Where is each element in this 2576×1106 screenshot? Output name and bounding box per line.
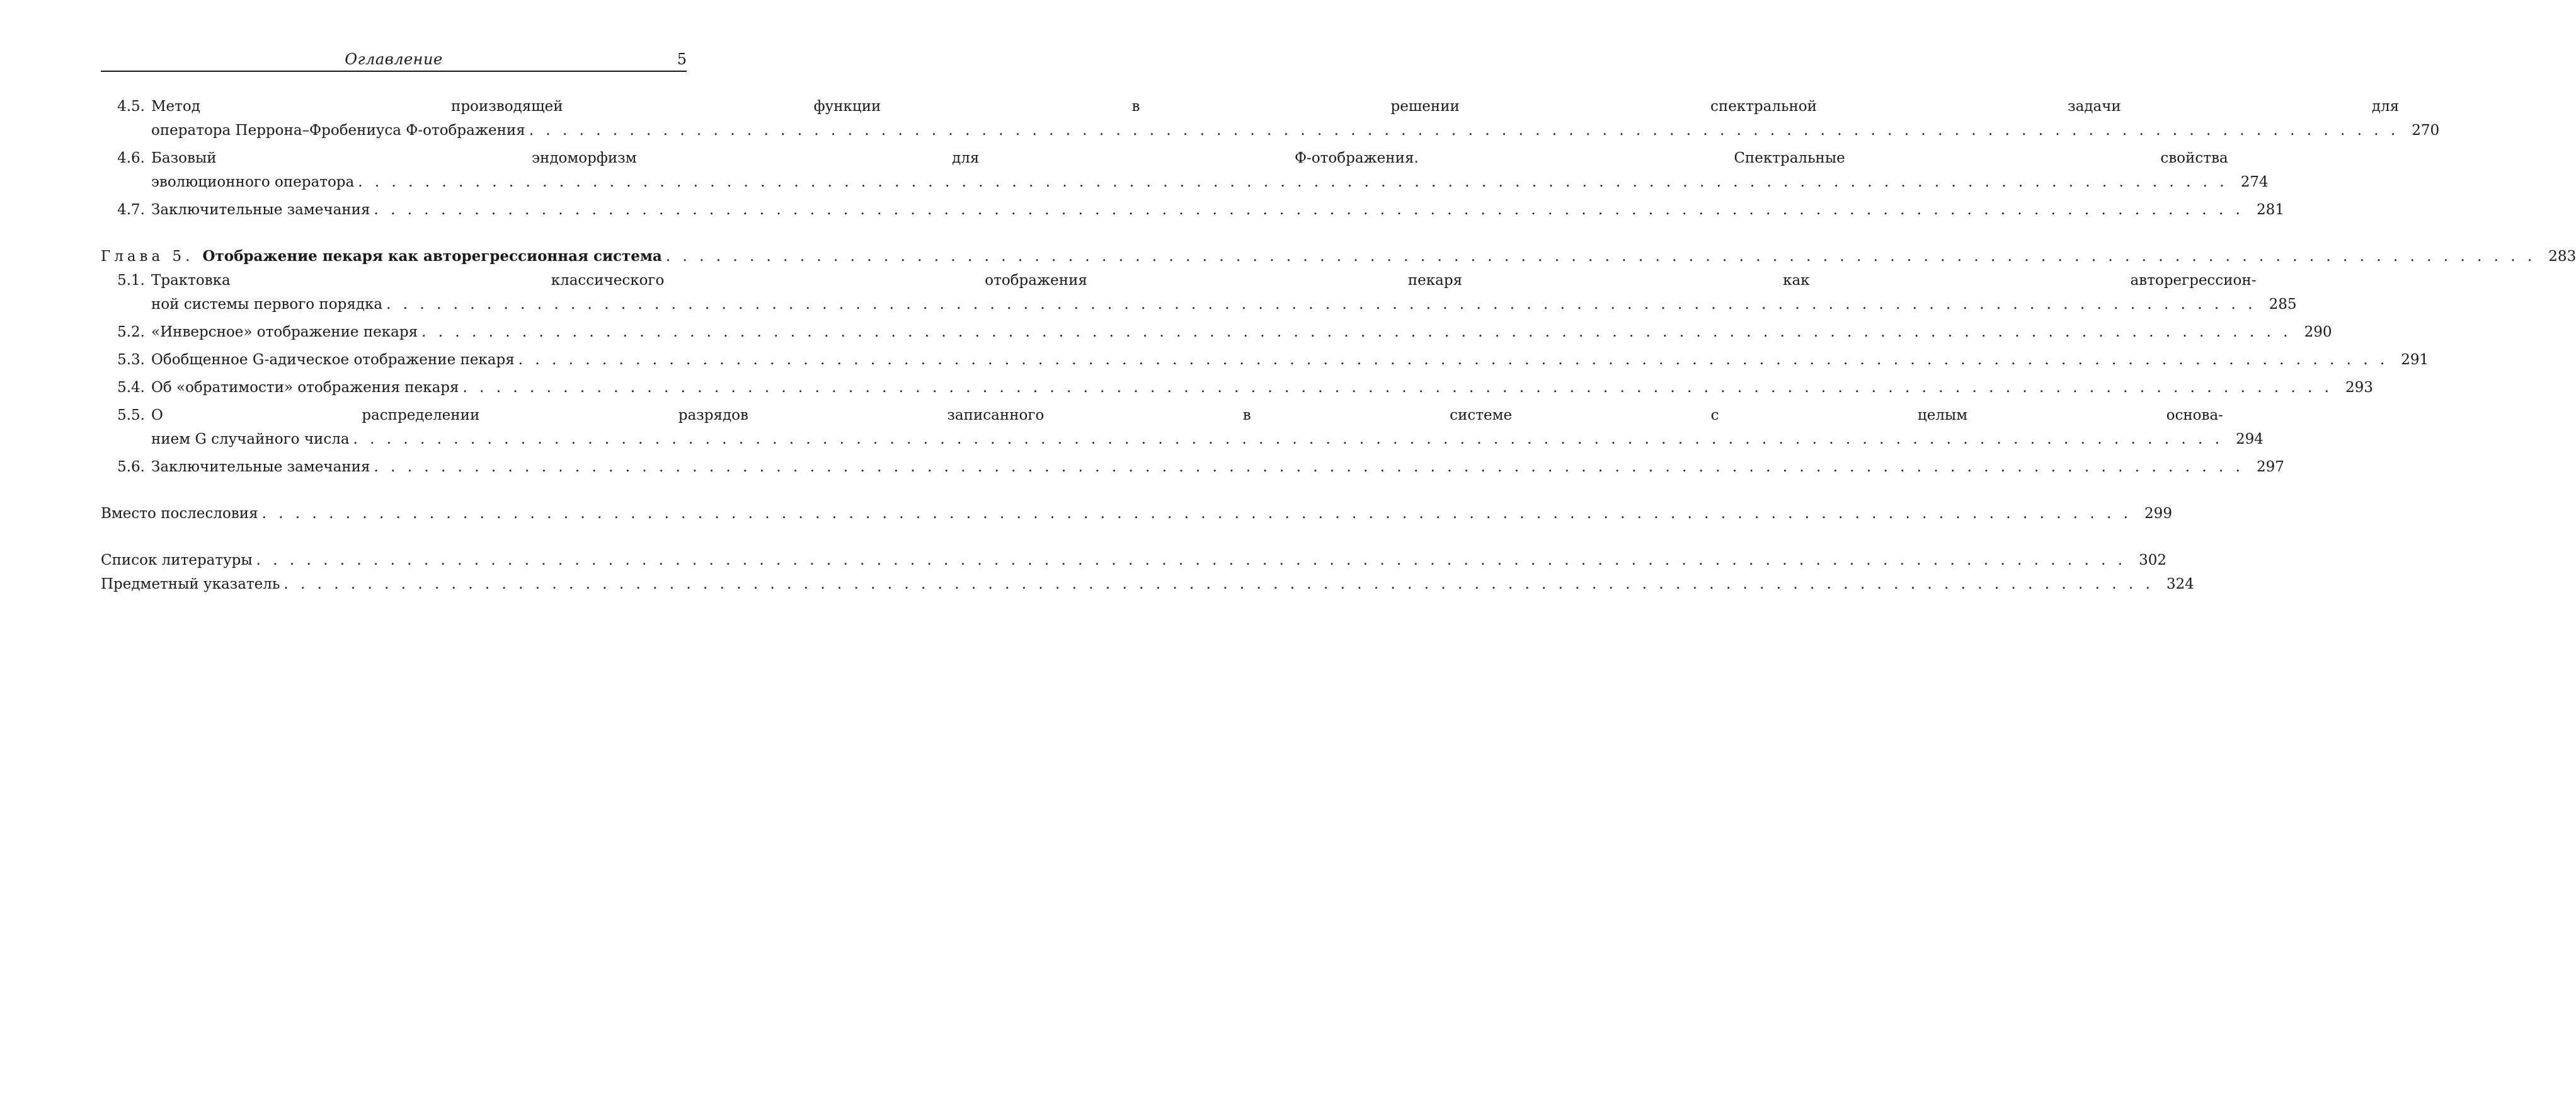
page-number: 324 <box>2166 576 2194 592</box>
toc-entry-4-5[interactable] <box>101 95 2440 142</box>
section-title: Обобщенное G-адическое отображение пекаря <box>151 352 515 368</box>
toc-entry-chapter-5[interactable] <box>101 245 2576 268</box>
section-number: 4.7. <box>117 202 145 218</box>
section-number: 5.3. <box>117 352 145 368</box>
toc-entry-5-3[interactable] <box>101 348 2429 372</box>
section-number: 4.6. <box>117 150 145 166</box>
dot-leader <box>354 170 2228 194</box>
header-title: Оглавление <box>345 50 443 68</box>
section-number: 5.6. <box>117 459 145 475</box>
toc-entry-5-4[interactable] <box>101 376 2373 400</box>
page-number: 270 <box>2412 122 2440 139</box>
toc-entry-5-5[interactable] <box>101 403 2264 451</box>
section-number: 5.5. <box>117 407 145 423</box>
toc-entry-4-7[interactable] <box>101 198 2284 222</box>
chapter-label: Глава 5. <box>101 248 194 265</box>
page-number: 293 <box>2345 379 2373 396</box>
chapter-title: Отображение пекаря как авторегрессионная система <box>202 248 662 265</box>
section-title-line1: Метод производящей функции в решении спектральной задачи для <box>151 98 2400 115</box>
page-number: 281 <box>2256 202 2284 218</box>
section-title-line2: эволюционного оператора <box>151 174 355 190</box>
section-title-line1: Трактовка классического отображения пекаря как авторегрессион- <box>151 272 2257 289</box>
dot-leader <box>418 320 2291 344</box>
toc-entry-5-6[interactable] <box>101 455 2284 479</box>
page-number: 299 <box>2144 505 2172 522</box>
dot-leader <box>382 292 2256 316</box>
dot-leader <box>515 348 2388 372</box>
dot-leader <box>280 572 2153 596</box>
entry-title: Вместо послесловия <box>101 505 258 522</box>
entry-title: Список литературы <box>101 552 253 568</box>
page-number: 302 <box>2139 552 2167 568</box>
toc-entry-subject-index[interactable] <box>101 572 2194 596</box>
section-title-line1: О распределении разрядов записанного в системе с целым основа- <box>151 407 2223 423</box>
toc-entry-references[interactable] <box>101 548 2167 572</box>
entry-title: Предметный указатель <box>101 576 280 592</box>
section-number: 4.5. <box>117 98 145 115</box>
section-number: 5.4. <box>117 379 145 396</box>
running-header <box>101 49 687 72</box>
section-title-line2: ной системы первого порядка <box>151 296 383 313</box>
toc-entry-5-1[interactable] <box>101 268 2297 316</box>
table-of-contents <box>101 95 2576 596</box>
section-title: «Инверсное» отображение пекаря <box>151 324 418 340</box>
dot-leader <box>253 548 2126 572</box>
section-title-line1: Базовый эндоморфизм для Ф-отображения. Спектральные свойства <box>151 150 2228 166</box>
page-number: 291 <box>2401 352 2429 368</box>
section-number: 5.2. <box>117 324 145 340</box>
toc-entry-5-2[interactable] <box>101 320 2332 344</box>
section-title: Заключительные замечания <box>151 459 370 475</box>
page-number: 294 <box>2236 431 2264 447</box>
section-title-line2: оператора Перрона–Фробениуса Ф-отображения <box>151 122 525 139</box>
section-number: 5.1. <box>117 272 145 289</box>
dot-leader <box>370 455 2243 479</box>
page-number: 290 <box>2304 324 2332 340</box>
dot-leader <box>525 118 2399 142</box>
toc-entry-4-6[interactable] <box>101 146 2269 194</box>
page-number: 274 <box>2240 174 2269 190</box>
page-number: 297 <box>2256 459 2284 475</box>
section-title-line2: нием G случайного числа <box>151 431 350 447</box>
page-number: 283 <box>2548 248 2576 265</box>
section-title: Заключительные замечания <box>151 202 370 218</box>
header-page-number: 5 <box>677 50 687 68</box>
dot-leader <box>350 427 2223 451</box>
page-number: 285 <box>2269 296 2297 313</box>
dot-leader <box>459 376 2333 400</box>
dot-leader <box>258 502 2132 526</box>
section-title: Об «обратимости» отображения пекаря <box>151 379 459 396</box>
dot-leader <box>370 198 2243 222</box>
toc-entry-afterword[interactable] <box>101 502 2172 526</box>
dot-leader <box>662 245 2536 268</box>
